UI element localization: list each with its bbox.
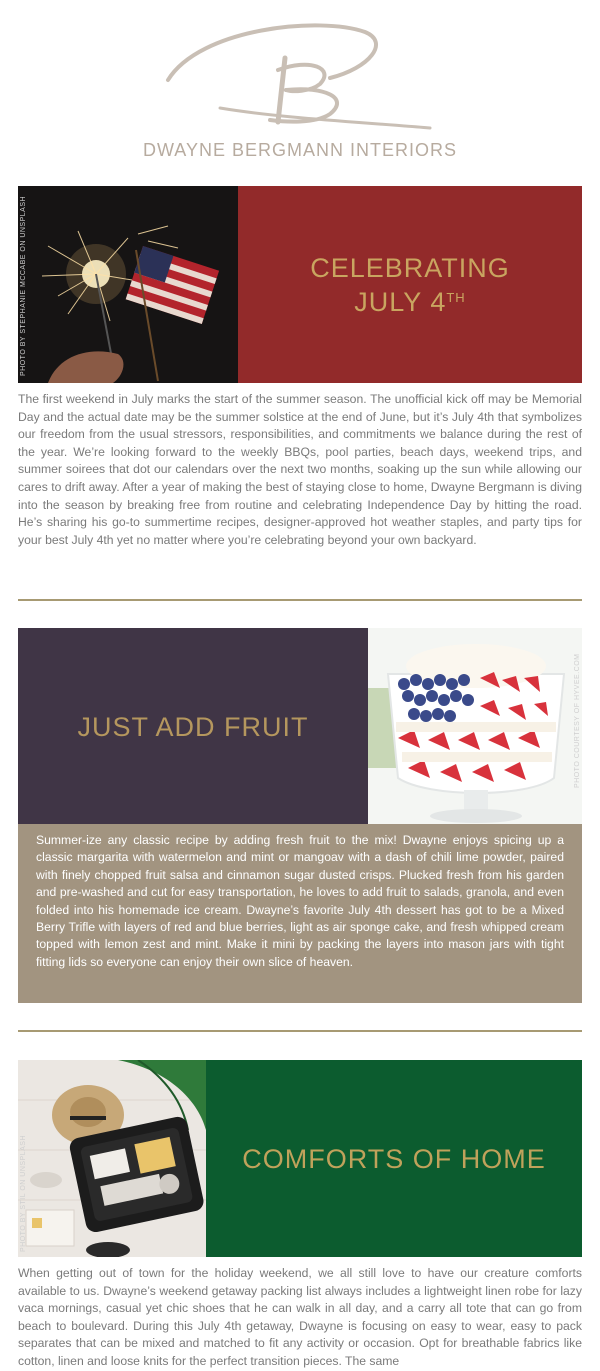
trifle-photo[interactable]	[368, 628, 582, 825]
july-title-sup: TH	[446, 289, 466, 305]
photo-credit: PHOTO BY STEPHANIE MCCABE ON UNSPLASH	[20, 195, 27, 376]
photo-credit: PHOTO COURTESY OF HYVEE.COM	[574, 653, 581, 788]
suitcase-image-icon	[18, 1060, 206, 1257]
comforts-title-panel	[206, 1060, 582, 1257]
photo-credit: PHOTO BY STIL ON UNSPLASH	[20, 1134, 27, 1252]
comforts-body-text: When getting out of town for the holiday weekend, we all still love to have our creature comforts available to us. Dwayne’s weekend getaway packing list always includes a lightweight linen robe for lazy vaca mornings, casual yet chic shoes that he can walk in all day, and a carry all tote that can go from beach to boulevard. During this July 4th getaway, Dwayne is focusing on easy to wear, easy to pack separates that can be mixed and matched to fit any activity or occasion. Opt for breathable fabrics like cotton, linen and loose knits for the perfect transition pieces. The same	[18, 1266, 582, 1368]
fruit-body-text: Summer-ize any classic recipe by adding fresh fruit to the mix! Dwayne enjoys spicing up a classic margarita with watermelon and mint or mangoav with a dash of chili lime powder, paired with finely chopped fruit salsa and cinnamon sugar dusted crisps. Plucked fresh from his garden and pre-washed and cut for easy transportation, he loves to add fruit to salads, granola, and even folded into his homemade ice cream. Dwayne’s favorite July 4th dessert has got to be a Mixed Berry Trifle with layers of red and blue berries, light as air sponge cake, and fresh whipped cream topped with lemon zest and mint. Make it mini by packing the layers into mason jars with tight fitting lids so everyone can enjoy their own slice of heaven.	[36, 833, 564, 969]
packing-suitcase-photo[interactable]	[18, 1060, 206, 1257]
brand-name: DWAYNE BERGMANN INTERIORS	[142, 140, 458, 160]
monogram-logo-icon	[160, 18, 450, 134]
july-title-line2-text: JULY 4	[354, 286, 447, 317]
july-body-text: The first weekend in July marks the start of the summer season. The unofficial kick off may be Memorial Day and the actual date may be the summer solstice at the end of June, but it’s July 4th that symbolizes our freedom from the usual stressors, responsibilities, and commitments we balance during the rest of the year. We’re looking forward to the weekly BBQs, pool parties, beach days, weekend trips, and summer soirees that dot our calendars over the next two months, soaking up the sun while allowing our cares to drift away. After a year of making the best of staying close to home, Dwayne Bergmann is diving into the season by breaking free from routine and celebrating Independence Day by hitting the road. He’s sharing his go-to summertime recipes, designer-approved hot weather staples, and party tips for your best July 4th yet no matter where you’re celebrating beyond your own backyard.	[18, 392, 582, 547]
sparkler-image-icon	[18, 186, 238, 383]
header-logo[interactable]	[0, 0, 600, 180]
fruit-text-box	[18, 824, 582, 1003]
july-title-line2	[310, 283, 510, 317]
logo-monogram-text: B	[300, 98, 301, 99]
july-hero[interactable]	[18, 186, 582, 383]
sparkler-flag-photo[interactable]	[18, 186, 238, 383]
comforts-hero[interactable]	[18, 1060, 582, 1257]
trifle-image-icon	[368, 628, 582, 825]
july-title-panel	[238, 186, 582, 383]
section-divider	[18, 1030, 582, 1032]
july-title-line1: CELEBRATING	[310, 252, 510, 283]
comforts-title: COMFORTS OF HOME	[242, 1143, 546, 1174]
fruit-title: JUST ADD FRUIT	[77, 711, 309, 742]
fruit-title-panel	[18, 628, 368, 825]
fruit-hero[interactable]	[18, 628, 582, 825]
section-divider	[18, 599, 582, 601]
